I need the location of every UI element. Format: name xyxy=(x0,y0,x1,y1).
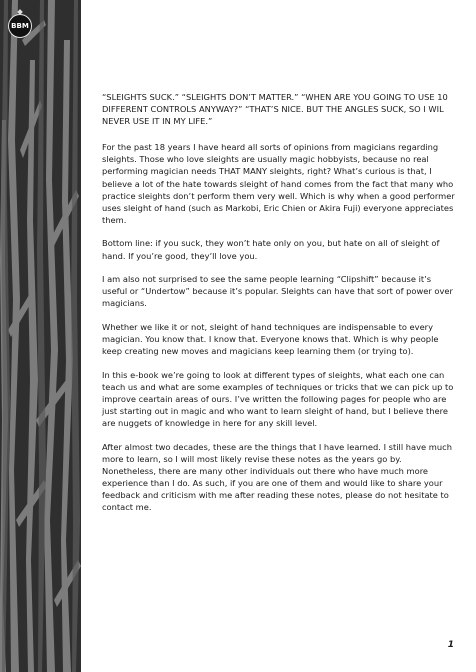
decorative-forest-strip xyxy=(0,0,81,672)
tree-bark-texture xyxy=(0,0,81,672)
body-paragraph: In this e-book we’re going to look at different types of sleights, what each one can teach us and what are some examples of techniques or tricks that we can pick up to improve ceartain areas of ours. I’ve written the following pages for people who are just starting out in magic and who want to learn sleight of hand, but I believe there are nuggets of knowledge in here for any skill level. xyxy=(102,369,454,429)
intro-quote-paragraph: “SLEIGHTS SUCK.” “SLEIGHTS DON’T MATTER.” “WHEN ARE YOU GOING TO USE 10 DIFFERENT CONTROLS ANYWAY?” “THAT’S NICE. BUT THE ANGLES SUCK, SO I WIL NEVER USE IT IN MY LIFE.” xyxy=(102,92,448,127)
body-paragraph: Bottom line: if you suck, they won’t hate only on you, but hate on all of sleight of hand. If you’re good, they’ll love you. xyxy=(102,238,440,261)
body-paragraph: After almost two decades, these are the things that I have learned. I still have much more to learn, so I will most likely revise these notes as the years go by. Nonetheless, there are many other individuals out there who have much more experience than I do. As such, if you are one of them and would like to share your feedback and criticism with me after reading these notes, please do not hesitate to contact me. xyxy=(102,441,452,513)
body-paragraph: I am also not surprised to see the same people learning “Clipshift” because it’s useful or “Undertow” because it’s popular. Sleights can have that sort of power over magicians. xyxy=(102,274,453,309)
body-paragraph: For the past 18 years I have heard all sorts of opinions from magicians regarding sleights. Those who love sleights are usually magic hobbyists, because no real performing magician needs THAT MANY sleights, right? What’s curious is that, I believe a lot of the hate towards sleight of hand comes from the fact that many who practice sleights don’t perform them very well. Which is why when a good performer uses sleight of hand (such as Markobi, Eric Chien or Akira Fuji) everyone appreciates them. xyxy=(102,142,455,225)
bbm-logo: BBM xyxy=(8,14,32,38)
page-number: 1 xyxy=(447,640,454,650)
article-body xyxy=(102,91,456,525)
body-paragraph: Whether we like it or not, sleight of hand techniques are indispensable to every magician. You know that. I know that. Everyone knows that. Which is why people keep creating new moves and magicians keep learning them (or trying to). xyxy=(102,321,439,357)
